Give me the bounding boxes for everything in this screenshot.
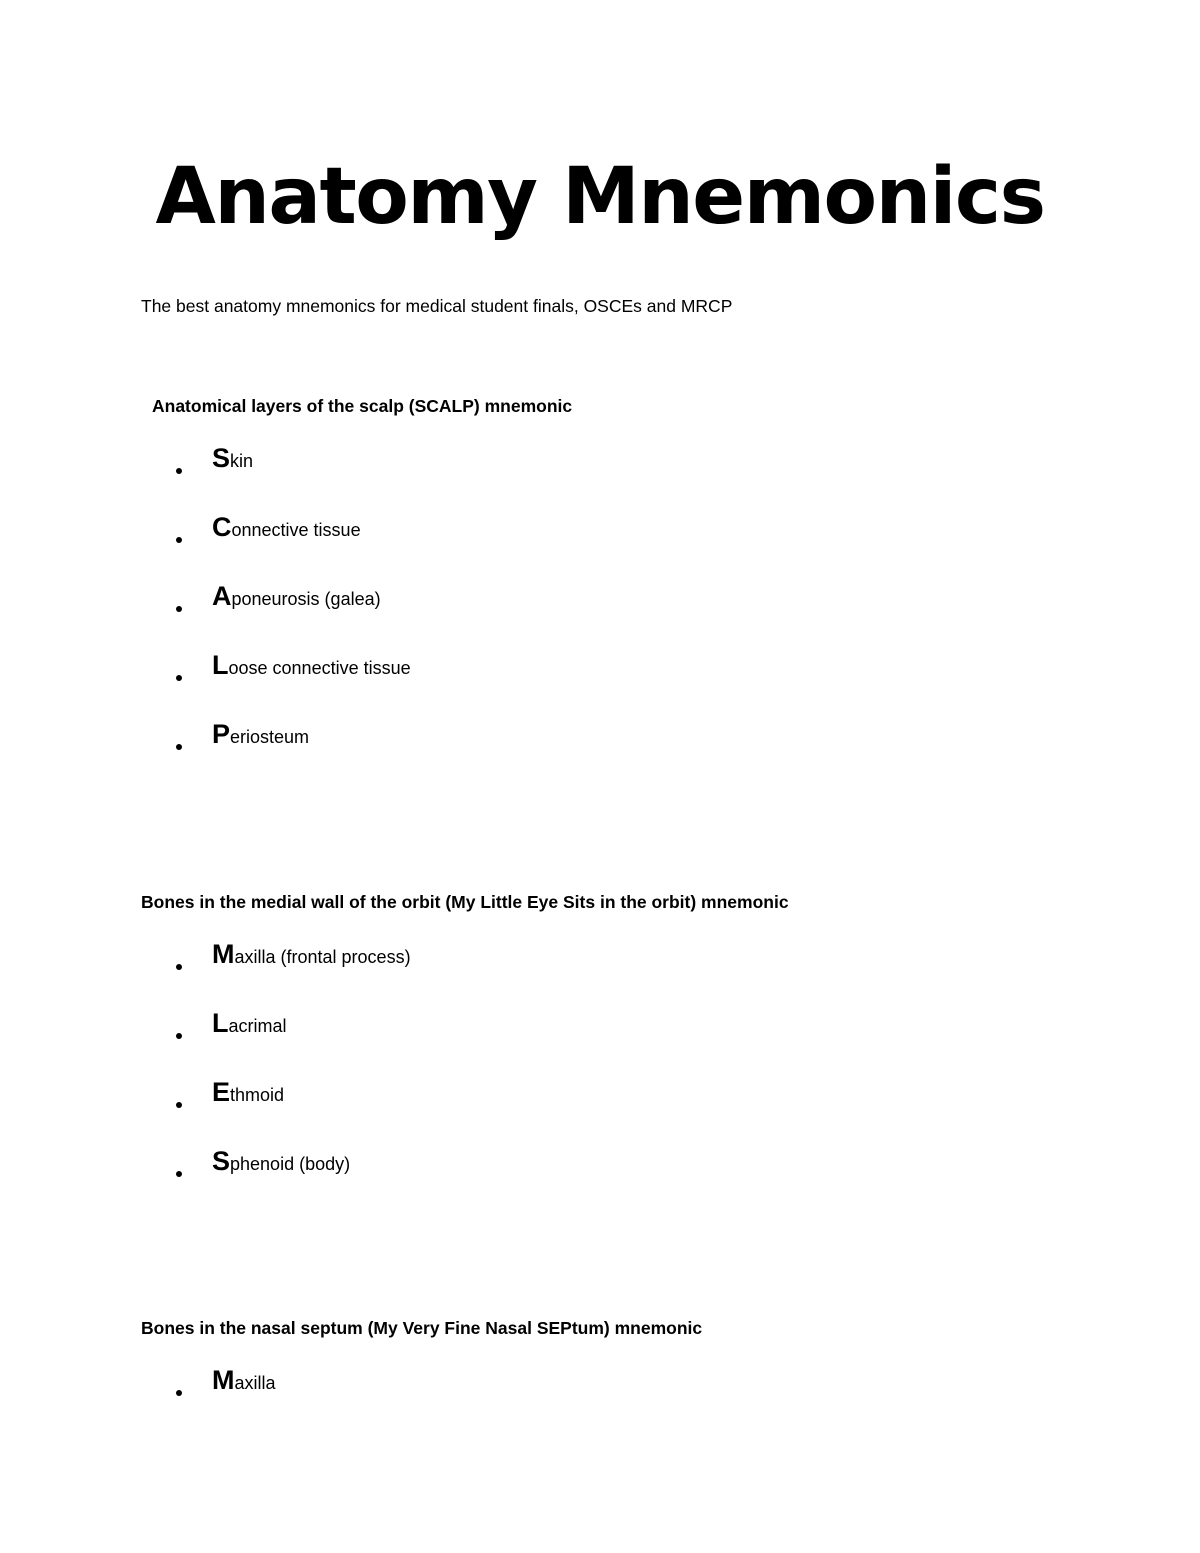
- mnemonic-rest: onnective tissue: [231, 520, 361, 540]
- mnemonic-rest: eriosteum: [230, 727, 310, 747]
- mnemonic-rest: axilla: [234, 1373, 276, 1393]
- mnemonic-initial: L: [212, 650, 229, 680]
- mnemonic-rest: poneurosis (galea): [231, 589, 381, 609]
- document-subtitle: The best anatomy mnemonics for medical student finals, OSCEs and MRCP: [141, 296, 733, 316]
- bullet-icon: [176, 964, 182, 970]
- bullet-icon: [176, 1033, 182, 1039]
- mnemonic-initial: A: [212, 581, 232, 611]
- mnemonic-initial: L: [212, 1008, 229, 1038]
- mnemonic-initial: M: [212, 1365, 235, 1395]
- mnemonic-initial: E: [212, 1077, 231, 1107]
- mnemonic-initial: S: [212, 1146, 231, 1176]
- section-heading-scalp: Anatomical layers of the scalp (SCALP) mnemonic: [152, 396, 573, 416]
- bullet-icon: [176, 468, 182, 474]
- bullet-icon: [176, 1390, 182, 1396]
- mnemonic-rest: kin: [230, 451, 254, 471]
- mnemonic-rest: phenoid (body): [230, 1154, 351, 1174]
- mnemonic-rest: thmoid: [230, 1085, 285, 1105]
- bullet-icon: [176, 537, 182, 543]
- mnemonic-initial: C: [212, 512, 232, 542]
- bullet-icon: [176, 744, 182, 750]
- bullet-icon: [176, 606, 182, 612]
- section-heading-orbit: Bones in the medial wall of the orbit (My Little Eye Sits in the orbit) mnemonic: [141, 892, 789, 912]
- mnemonic-initial: P: [212, 719, 231, 749]
- mnemonic-initial: M: [212, 939, 235, 969]
- bullet-icon: [176, 1171, 182, 1177]
- mnemonic-initial: S: [212, 443, 231, 473]
- mnemonic-rest: acrimal: [228, 1016, 287, 1036]
- mnemonic-rest: axilla (frontal process): [234, 947, 411, 967]
- document-title: Anatomy Mnemonics: [155, 152, 1045, 242]
- bullet-icon: [176, 675, 182, 681]
- section-heading-nasal-septum: Bones in the nasal septum (My Very Fine Nasal SEPtum) mnemonic: [141, 1318, 703, 1338]
- bullet-icon: [176, 1102, 182, 1108]
- mnemonic-rest: oose connective tissue: [228, 658, 411, 678]
